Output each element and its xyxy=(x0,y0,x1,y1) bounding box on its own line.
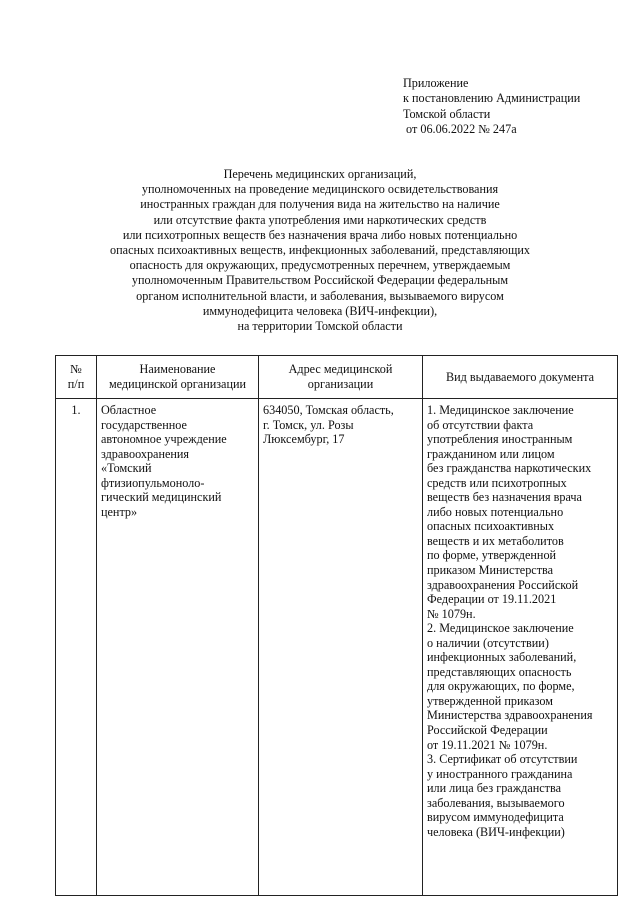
cell-number: 1. xyxy=(56,399,97,896)
appendix-line: к постановлению Администрации xyxy=(403,91,581,106)
appendix-line: от 06.06.2022 № 247а xyxy=(403,122,517,137)
title-line: опасность для окружающих, предусмотренных перечнем, утверждаемым xyxy=(129,258,511,273)
title-line: иммунодефицита человека (ВИЧ-инфекции), xyxy=(202,303,438,318)
appendix-line: Томской области xyxy=(403,106,491,121)
title-line: или отсутствие факта употребления ими наркотических средств xyxy=(153,212,487,227)
title-line: органом исполнительной власти, и заболевания, вызываемого вирусом xyxy=(136,288,504,303)
header-document-type: Вид выдаваемого документа xyxy=(423,356,618,399)
title-line: Перечень медицинских организаций, xyxy=(223,167,417,181)
header-number: № п/п xyxy=(56,356,97,399)
title-line: уполномоченным Правительством Российской Федерации федеральным xyxy=(131,273,509,288)
header-address: Адрес медицинской организации xyxy=(259,356,423,399)
title-line: опасных психоактивных веществ, инфекционных заболеваний, представляющих xyxy=(110,243,530,258)
cell-address: 634050, Томская область, г. Томск, ул. Розы Люксембург, 17 xyxy=(259,399,423,896)
appendix-line: Приложение xyxy=(403,76,469,90)
table-header-row xyxy=(56,356,618,399)
title-line: иностранных граждан для получения вида на жительство на наличие xyxy=(140,197,500,212)
title-line: или психотропных веществ без назначения врача либо новых потенциально xyxy=(122,227,518,242)
table-row xyxy=(56,399,618,896)
appendix-header xyxy=(403,76,580,138)
title-line: уполномоченных на проведение медицинского освидетельствования xyxy=(141,182,499,197)
title-line: на территории Томской области xyxy=(237,319,403,334)
organizations-table xyxy=(55,355,618,896)
header-organization-name: Наименование медицинской организации xyxy=(97,356,259,399)
cell-document-type: 1. Медицинское заключение об отсутствии факта употребления иностранным гражданином или лицом без гражданства наркотических средств или психотропных веществ без назначения врача либо новых потенциально опасных психоактивных веществ и их метаболитов по форме, утвержденной приказом Министерства здравоохранения Российской Федерации от 19.11.2021 № 1079н. 2. Медицинское заключение о наличии (отсутствии) инфекционных заболеваний, представляющих опасность для окружающих, по форме, утвержденной приказом Министерства здравоохранения Российской Федерации от 19.11.2021 № 1079н. 3. Сертификат об отсутствии у иностранного гражданина или лица без гражданства заболевания, вызываемого вирусом иммунодефицита человека (ВИЧ-инфекции) xyxy=(423,399,618,896)
cell-organization-name: Областное государственное автономное учреждение здравоохранения «Томский фтизиопульмоноло- гический медицинский центр» xyxy=(97,399,259,896)
document-title xyxy=(60,167,580,334)
